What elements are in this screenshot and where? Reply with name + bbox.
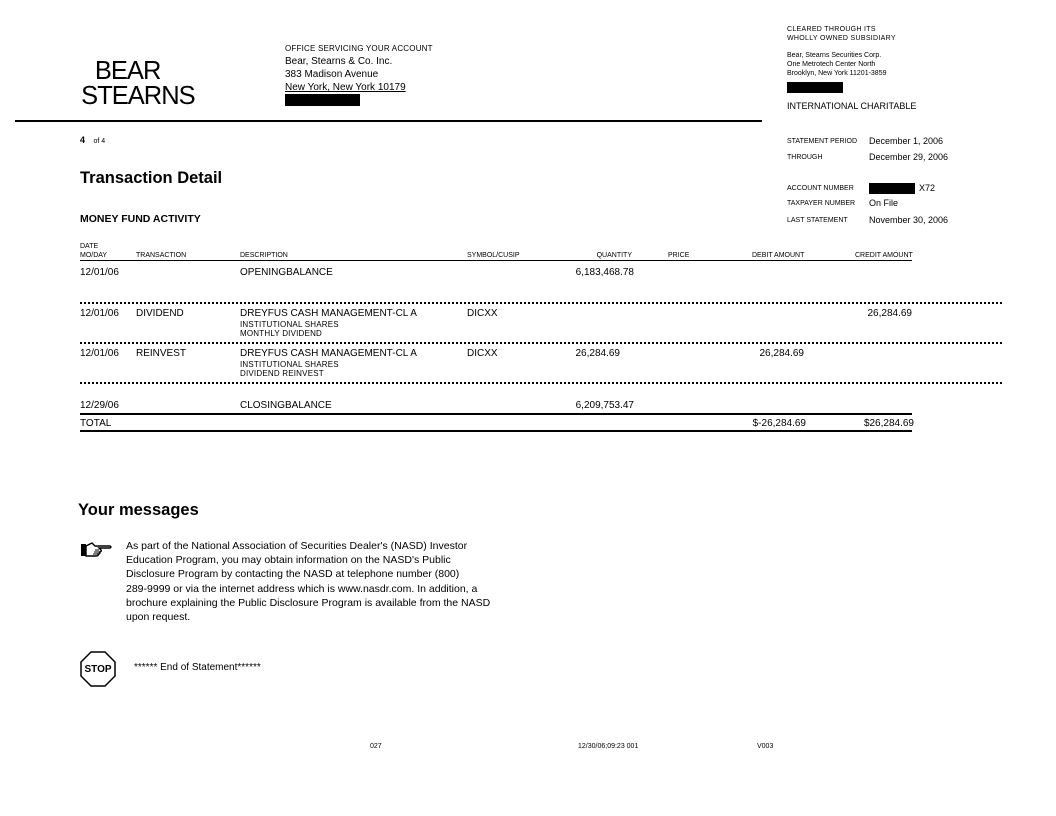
header-transaction: TRANSACTION bbox=[136, 252, 187, 259]
header-credit: CREDIT AMOUNT bbox=[855, 252, 913, 259]
last-statement-value: November 30, 2006 bbox=[869, 215, 949, 225]
clearing-city: Brooklyn, New York 11201-3859 bbox=[787, 70, 887, 77]
message-line: Disclosure Program by contacting the NASD at telephone number (800) bbox=[126, 568, 460, 581]
header-date-2: MO/DAY bbox=[80, 252, 108, 259]
row-transaction: DIVIDEND bbox=[136, 308, 184, 319]
messages-title: Your messages bbox=[78, 501, 199, 519]
through-label: THROUGH bbox=[787, 154, 823, 161]
row-date: 12/01/06 bbox=[80, 308, 119, 319]
row-quantity: 6,209,753.47 bbox=[575, 400, 634, 411]
footer-code: 027 bbox=[370, 743, 382, 750]
header-underline bbox=[80, 260, 912, 261]
row-debit: 26,284.69 bbox=[759, 348, 804, 359]
message-line: brochure explaining the Public Disclosure Program is available from the NASD bbox=[126, 596, 491, 609]
clearing-street: One Metrotech Center North bbox=[787, 61, 876, 68]
nasd-message bbox=[126, 539, 526, 624]
row-divider bbox=[80, 302, 1002, 304]
message-line: 289-9999 or via the internet address which is www.nasdr.com. In addition, a bbox=[126, 582, 478, 595]
header-debit: DEBIT AMOUNT bbox=[752, 252, 805, 259]
row-transaction: REINVEST bbox=[136, 348, 187, 359]
logo-line-1: BEAR bbox=[94, 55, 161, 85]
office-city: New York, New York 10179 bbox=[285, 82, 406, 93]
account-number-label: ACCOUNT NUMBER bbox=[787, 185, 854, 192]
row-symbol: DICXX bbox=[467, 348, 498, 359]
row-sub-1: INSTITUTIONAL SHARES bbox=[240, 320, 339, 329]
row-sub-1: INSTITUTIONAL SHARES bbox=[240, 360, 339, 369]
row-description: CLOSINGBALANCE bbox=[240, 400, 332, 411]
message-line: Education Program, you may obtain information on the NASD's Public bbox=[126, 554, 451, 567]
clearing-line-2: WHOLLY OWNED SUBSIDIARY bbox=[787, 35, 896, 42]
row-quantity: 26,284.69 bbox=[575, 348, 620, 359]
page-indicator bbox=[80, 130, 105, 148]
row-symbol: DICXX bbox=[467, 308, 498, 319]
header-description: DESCRIPTION bbox=[240, 252, 288, 259]
end-of-statement: ****** End of Statement****** bbox=[134, 662, 261, 673]
row-sub-2: DIVIDEND REINVEST bbox=[240, 369, 324, 378]
total-debit: $-26,284.69 bbox=[752, 418, 806, 429]
row-description: OPENINGBALANCE bbox=[240, 267, 333, 278]
statement-period-label: STATEMENT PERIOD bbox=[787, 138, 858, 145]
subsection-title: MONEY FUND ACTIVITY bbox=[80, 213, 201, 225]
message-line: upon request. bbox=[126, 611, 191, 624]
office-street: 383 Madison Avenue bbox=[285, 69, 379, 80]
through-value: December 29, 2006 bbox=[869, 152, 949, 162]
redacted-block bbox=[787, 82, 843, 93]
row-divider bbox=[80, 382, 1002, 384]
stop-sign-icon bbox=[80, 651, 116, 692]
stop-label: STOP bbox=[84, 664, 112, 675]
header-date-1: DATE bbox=[80, 243, 99, 250]
clearing-name: Bear, Stearns Securities Corp. bbox=[787, 52, 882, 59]
total-top-rule bbox=[80, 413, 912, 415]
row-quantity: 6,183,468.78 bbox=[575, 267, 634, 278]
row-sub-2: MONTHLY DIVIDEND bbox=[240, 329, 323, 338]
statement-period-value: December 1, 2006 bbox=[869, 136, 944, 146]
row-credit: 26,284.69 bbox=[867, 308, 912, 319]
redacted-block bbox=[285, 94, 360, 106]
taxpayer-value: On File bbox=[869, 198, 899, 208]
row-date: 12/01/06 bbox=[80, 348, 119, 359]
page-number: 4 bbox=[80, 135, 86, 145]
row-date: 12/29/06 bbox=[80, 400, 119, 411]
bear-stearns-logo bbox=[81, 55, 197, 110]
footer-version: V003 bbox=[757, 743, 774, 750]
total-credit: $26,284.69 bbox=[863, 418, 914, 429]
account-title: INTERNATIONAL CHARITABLE bbox=[787, 101, 917, 111]
row-description: DREYFUS CASH MANAGEMENT-CL A bbox=[240, 348, 417, 359]
header-quantity: QUANTITY bbox=[596, 252, 632, 259]
section-title: Transaction Detail bbox=[80, 169, 223, 187]
header-price: PRICE bbox=[668, 252, 690, 259]
last-statement-label: LAST STATEMENT bbox=[787, 217, 848, 224]
page-of: of 4 bbox=[93, 138, 106, 145]
row-description: DREYFUS CASH MANAGEMENT-CL A bbox=[240, 308, 417, 319]
office-name: Bear, Stearns & Co. Inc. bbox=[285, 56, 393, 67]
row-date: 12/01/06 bbox=[80, 267, 119, 278]
taxpayer-label: TAXPAYER NUMBER bbox=[787, 200, 856, 207]
footer-timestamp: 12/30/06;09:23 001 bbox=[578, 743, 639, 750]
pointing-hand-icon bbox=[80, 540, 114, 565]
header-rule bbox=[15, 120, 762, 122]
row-divider bbox=[80, 342, 1002, 344]
clearing-line-1: CLEARED THROUGH ITS bbox=[787, 26, 876, 33]
header-symbol: SYMBOL/CUSIP bbox=[467, 252, 520, 259]
office-heading: OFFICE SERVICING YOUR ACCOUNT bbox=[285, 44, 433, 53]
redacted-block bbox=[869, 183, 915, 194]
logo-line-2: STEARNS bbox=[81, 80, 195, 110]
total-bottom-rule bbox=[80, 430, 912, 432]
message-line: As part of the National Association of Securities Dealer's (NASD) Investor bbox=[126, 540, 468, 552]
account-number-suffix: X72 bbox=[919, 183, 936, 193]
total-label: TOTAL bbox=[80, 418, 112, 429]
